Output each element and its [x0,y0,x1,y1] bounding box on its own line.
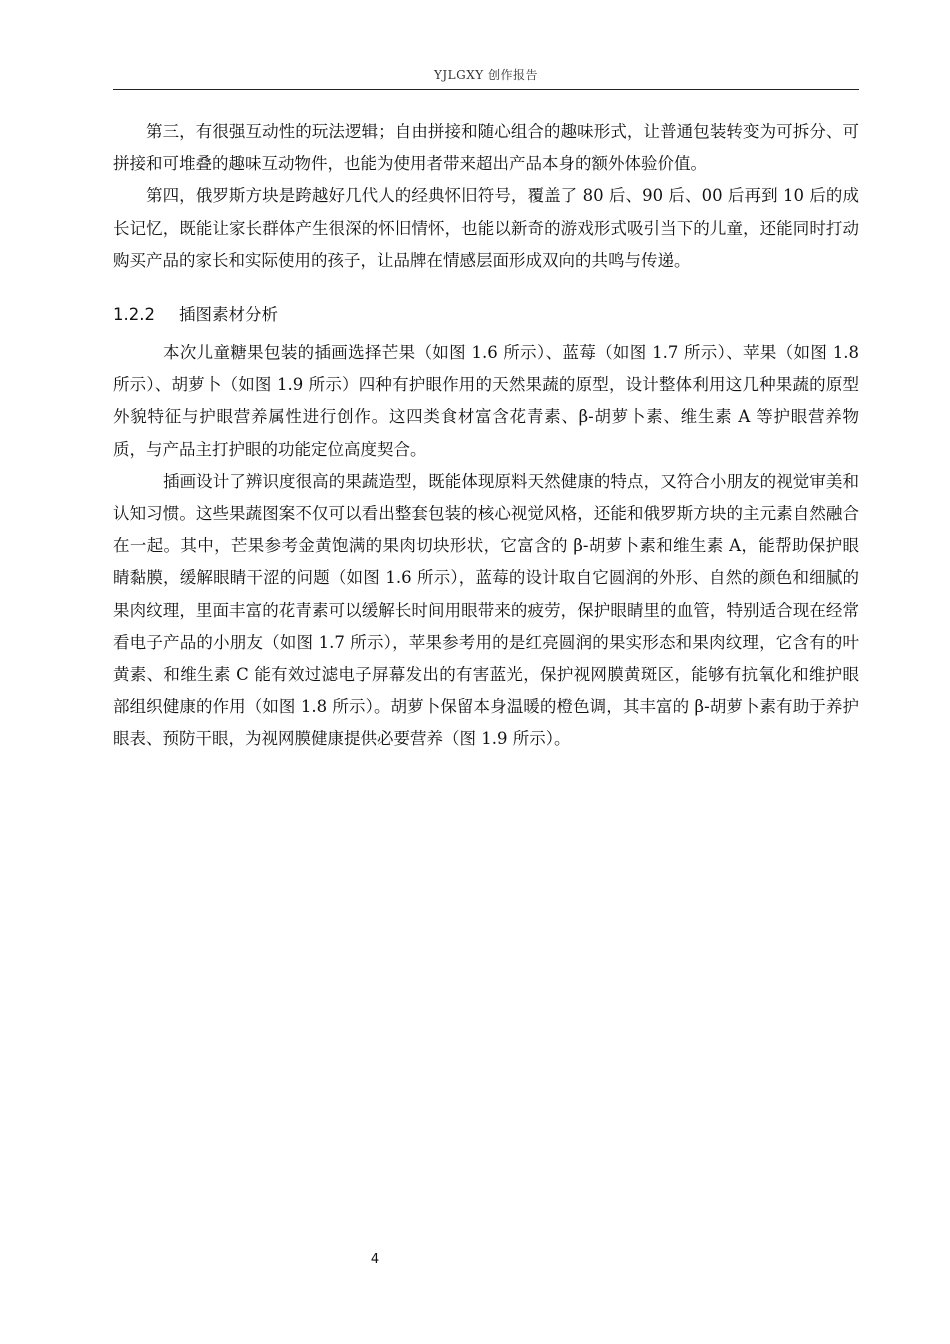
running-header: YJLGXY 创作报告 [433,68,539,82]
paragraph-illustration-intro: 本次儿童糖果包装的插画选择芒果（如图 1.6 所示）、蓝莓（如图 1.7 所示）、苹果（如图 1.8 所示）、胡萝卜（如图 1.9 所示）四种有护眼作用的天然果蔬的原型，设计整体利用这几种果蔬的原型外貌特征与护眼营养属性进行创作。这四类食材富含花青素、β-胡萝卜素、维生素 A 等护眼营养物质，与产品主打护眼的功能定位高度契合。 [113,343,859,459]
paragraph-fourth-point: 第四，俄罗斯方块是跨越好几代人的经典怀旧符号，覆盖了 80 后、90 后、00 后再到 10 后的成长记忆，既能让家长群体产生很深的怀旧情怀，也能以新奇的游戏形式吸引当下的儿童，还能同时打动购买产品的家长和实际使用的孩子，让品牌在情感层面形成双向的共鸣与传递。 [113,186,859,270]
page-number: 4 [370,1252,380,1267]
section-number: 1.2.2 [113,305,155,325]
section-heading [113,299,859,331]
header-divider [113,89,859,90]
paragraph-illustration-detail: 插画设计了辨识度很高的果蔬造型，既能体现原料天然健康的特点，又符合小朋友的视觉审美和认知习惯。这些果蔬图案不仅可以看出整套包装的核心视觉风格，还能和俄罗斯方块的主元素自然融合在一起。其中，芒果参考金黄饱满的果肉切块形状，它富含的 β-胡萝卜素和维生素 A，能帮助保护眼睛黏膜，缓解眼睛干涩的问题（如图 1.6 所示），蓝莓的设计取自它圆润的外形、自然的颜色和细腻的果肉纹理，里面丰富的花青素可以缓解长时间用眼带来的疲劳，保护眼睛里的血管，特别适合现在经常看电子产品的小朋友（如图 1.7 所示），苹果参考用的是红亮圆润的果实形态和果肉纹理，它含有的叶黄素、和维生素 C 能有效过滤电子屏幕发出的有害蓝光，保护视网膜黄斑区，能够有抗氧化和维护眼部组织健康的作用（如图 1.8 所示）。胡萝卜保留本身温暖的橙色调，其丰富的 β-胡萝卜素有助于养护眼表、预防干眼，为视网膜健康提供必要营养（图 1.9 所示）。 [113,471,859,749]
paragraph-third-point: 第三，有很强互动性的玩法逻辑；自由拼接和随心组合的趣味形式，让普通包装转变为可拆分、可拼接和可堆叠的趣味互动物件，也能为使用者带来超出产品本身的额外体验价值。 [113,122,859,174]
section-title: 插图素材分析 [179,305,278,325]
page-body [113,116,859,756]
